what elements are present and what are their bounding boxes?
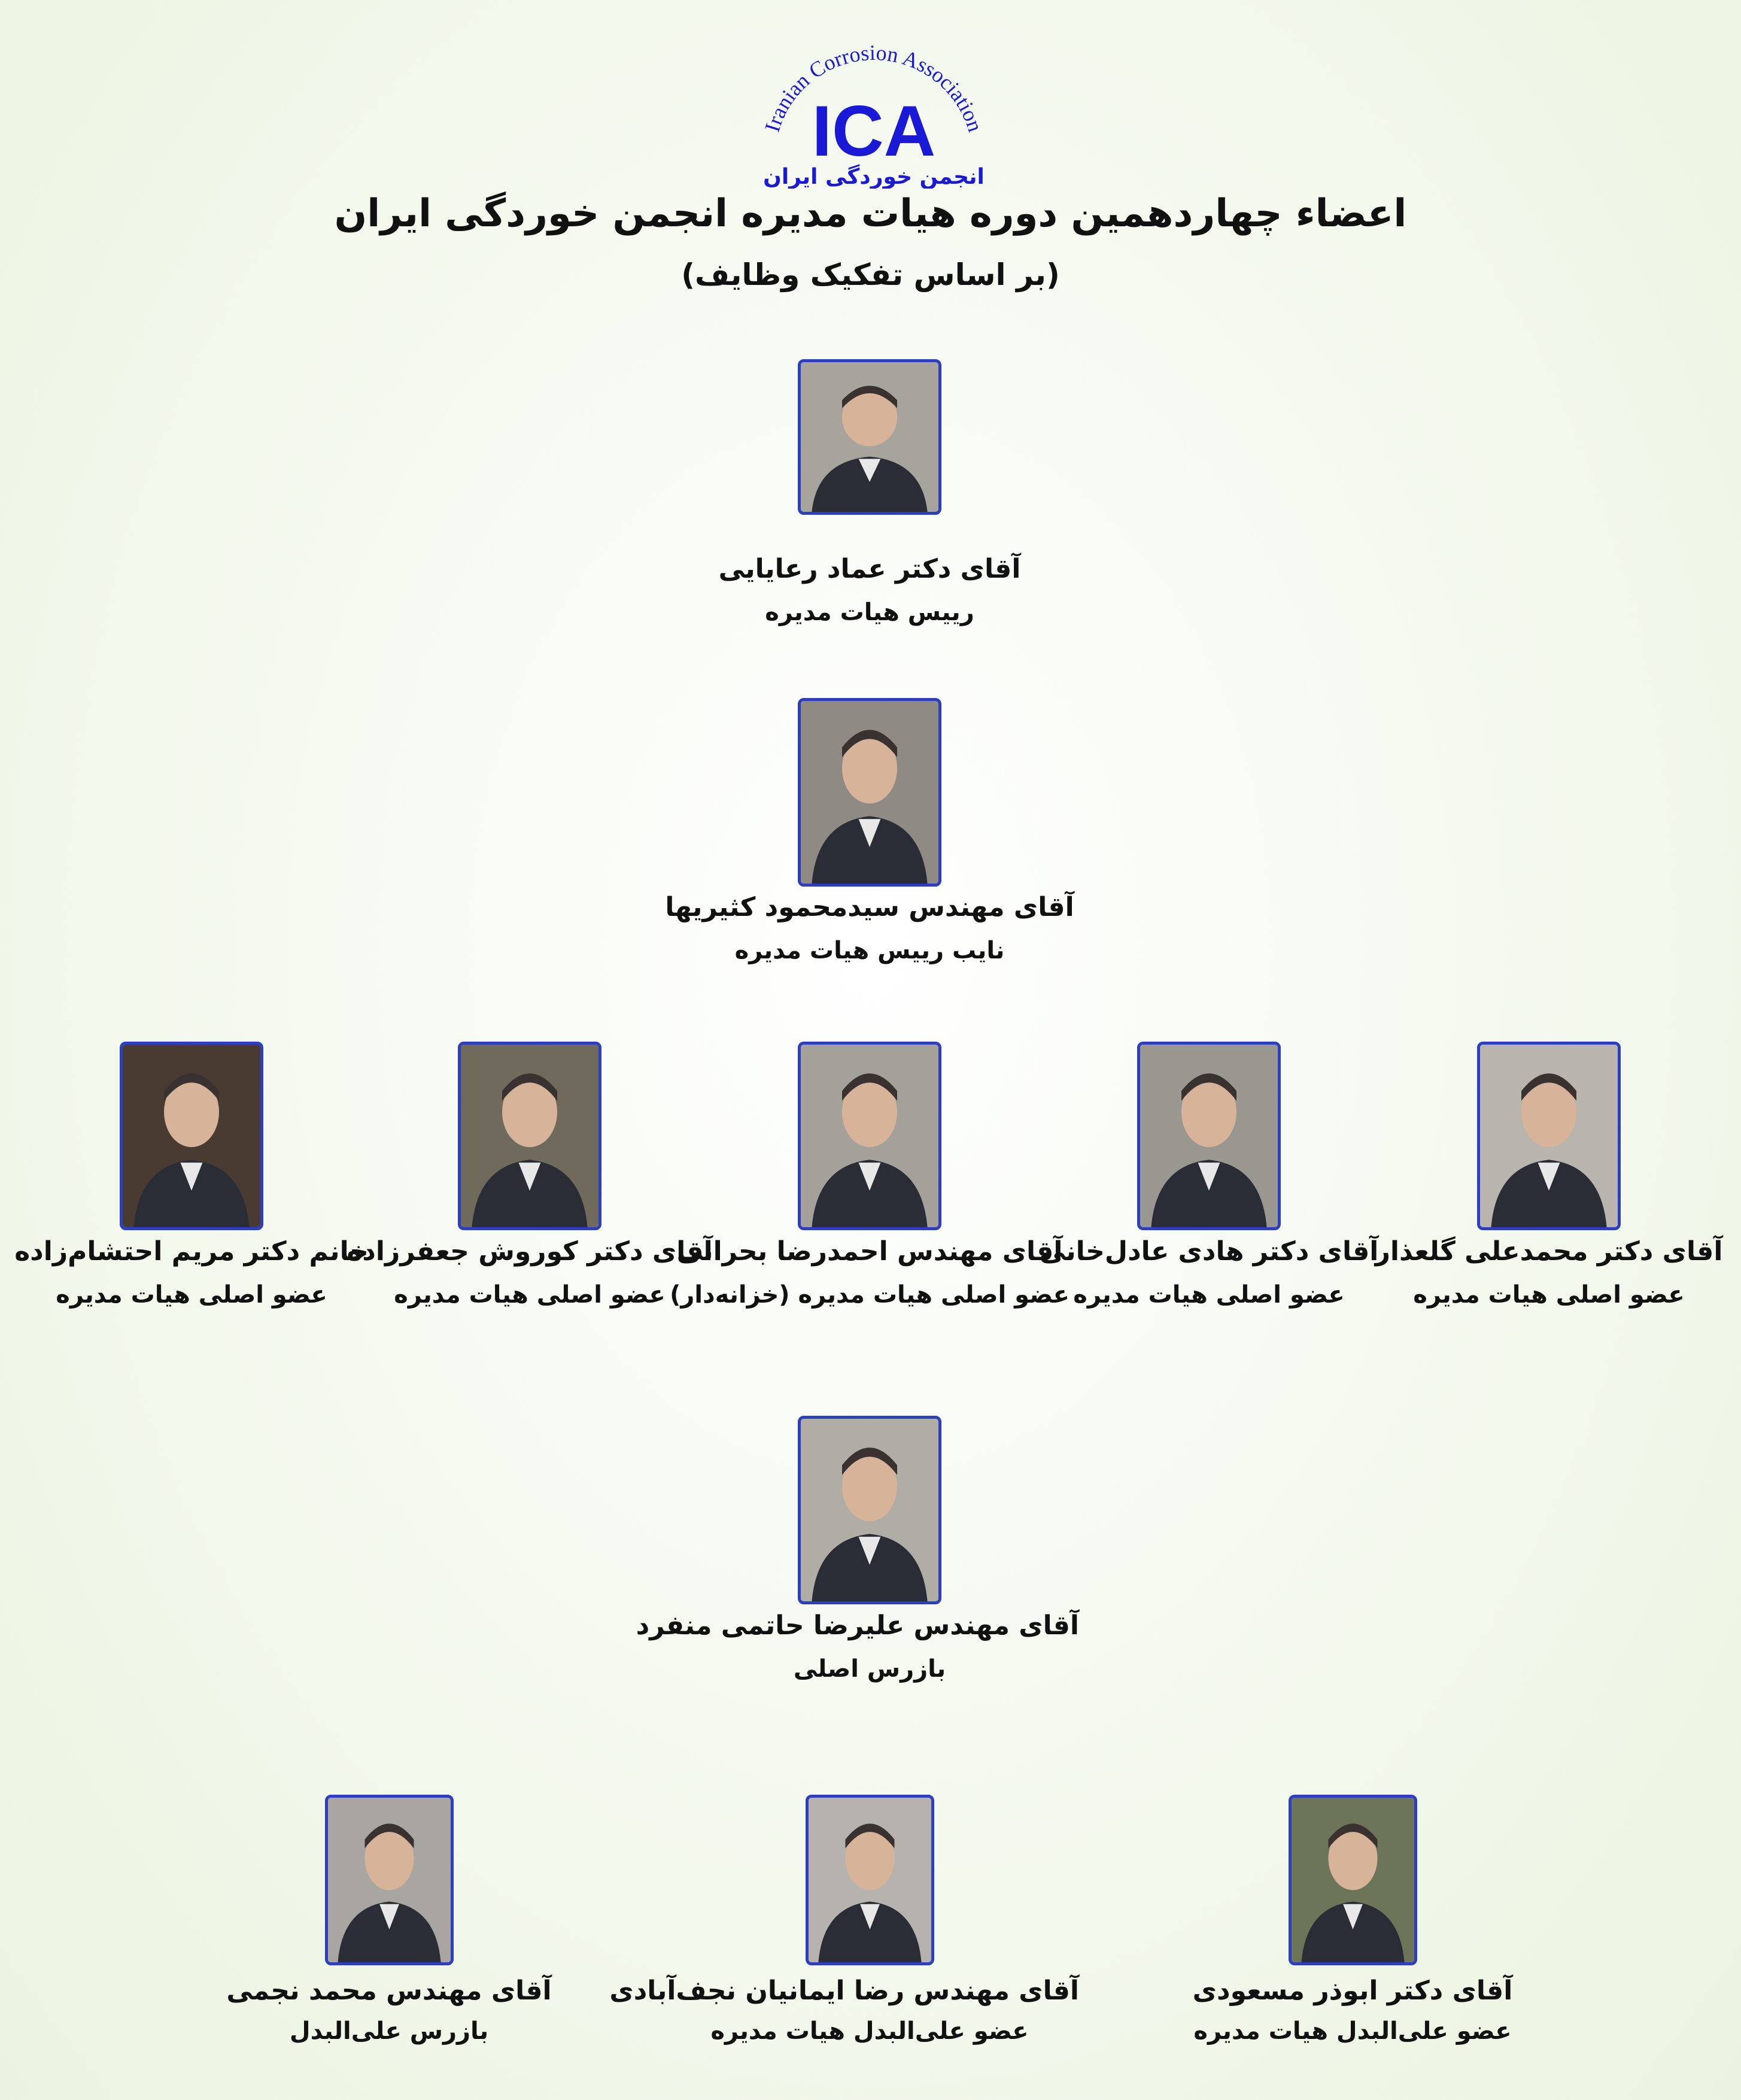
member-name: آقای مهندس علیرضا حاتمی منفرد <box>636 1610 1079 1641</box>
member-name: آقای دکتر عماد رعایایی <box>718 554 1021 584</box>
member-photo <box>798 1042 941 1230</box>
member-role: نایب رییس هیات مدیره <box>734 937 1005 964</box>
person-silhouette-icon <box>123 1045 260 1227</box>
member-name: آقای مهندس احمدرضا بحرانی <box>676 1236 1063 1267</box>
member-role: بازرس علی‌البدل <box>289 2017 489 2045</box>
member-role: عضو اصلی هیات مدیره <box>394 1281 666 1309</box>
person-silhouette-icon <box>801 1045 938 1227</box>
member-photo <box>798 359 941 515</box>
member-role: رییس هیات مدیره <box>765 599 974 626</box>
person-silhouette-icon <box>809 1798 931 1962</box>
member-role: عضو علی‌البدل هیات مدیره <box>710 2017 1029 2045</box>
person-silhouette-icon <box>801 1419 938 1601</box>
logo-arc-text: Iranian Corrosion Association <box>759 40 988 135</box>
member-photo <box>1289 1795 1417 1965</box>
member-photo <box>458 1042 601 1230</box>
member-name: آقای دکتر کوروش جعفرزاده <box>347 1236 713 1267</box>
association-logo <box>748 33 999 189</box>
member-role: عضو اصلی هیات مدیره <box>1073 1281 1345 1309</box>
member-photo <box>120 1042 263 1230</box>
person-silhouette-icon <box>1140 1045 1278 1227</box>
member-name: آقای مهندس محمد نجمی <box>226 1975 552 2006</box>
member-photo <box>806 1795 934 1965</box>
member-name: خانم دکتر مریم احتشام‌زاده <box>14 1236 369 1267</box>
member-photo <box>325 1795 454 1965</box>
member-name: آقای مهندس سیدمحمود کثیریها <box>665 892 1074 922</box>
person-silhouette-icon <box>801 701 938 884</box>
person-silhouette-icon <box>1480 1045 1618 1227</box>
member-name: آقای دکتر هادی عادل‌خانی <box>1039 1236 1379 1267</box>
logo-persian-name: انجمن خوردگی ایران <box>763 165 985 189</box>
member-photo <box>798 1416 941 1604</box>
member-role: بازرس اصلی <box>793 1655 946 1683</box>
person-silhouette-icon <box>1292 1798 1414 1962</box>
page-subtitle: (بر اساس تفکیک وظایف) <box>681 257 1060 292</box>
member-role: عضو اصلی هیات مدیره (خزانه‌دار) <box>670 1281 1069 1309</box>
member-photo <box>1477 1042 1621 1230</box>
person-silhouette-icon <box>461 1045 598 1227</box>
member-name: آقای دکتر ابوذر مسعودی <box>1192 1975 1513 2006</box>
logo-mark-text: ICA <box>812 91 936 171</box>
member-role: عضو اصلی هیات مدیره <box>1413 1281 1685 1309</box>
member-name: آقای مهندس رضا ایمانیان نجف‌آبادی <box>609 1975 1079 2006</box>
member-role: عضو علی‌البدل هیات مدیره <box>1193 2017 1512 2045</box>
page-title: اعضاء چهاردهمین دوره هیات مدیره انجمن خوردگی ایران <box>334 192 1407 236</box>
person-silhouette-icon <box>328 1798 451 1962</box>
member-role: عضو اصلی هیات مدیره <box>56 1281 327 1309</box>
ica-logo-mark <box>748 33 999 189</box>
member-photo <box>1137 1042 1281 1230</box>
member-photo <box>798 698 941 887</box>
member-name: آقای دکتر محمدعلی گلعذار <box>1375 1236 1723 1267</box>
person-silhouette-icon <box>801 362 938 512</box>
